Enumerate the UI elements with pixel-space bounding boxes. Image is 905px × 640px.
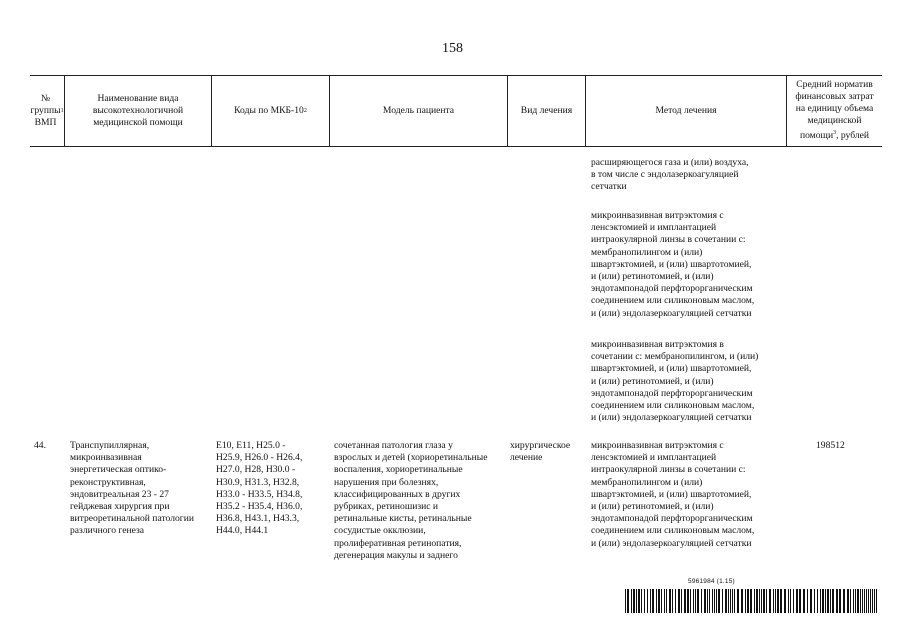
header-treatment-type: Вид лечения xyxy=(520,105,573,116)
header-treatment-method: Метод лечения xyxy=(655,105,717,116)
method-continuation-2: микроинвазивная витрэктомия с ленсэктомией и имплантацией интраокулярной линзы в сочетании с: мембранопилингом и (или) швартэктомией, и (или) швартотомией, и (или) ретинотомией, и (или) эндотампонадой перфторорганическим соединением или силиконовым маслом, и (или) эндолазеркоагуляцией сетчатки xyxy=(591,210,755,319)
barcode-id: 5961984 (1.15) xyxy=(688,578,735,585)
row-44-treatment-type: хирургическое лечение xyxy=(510,440,571,464)
row-44-cost: 198512 xyxy=(816,440,845,451)
method-continuation-3: микроинвазивная витрэктомия в сочетании с: мембранопилингом, и (или) швартэктомией, и (или) швартотомией, и (или) ретинотомией, и (или) эндотампонадой перфторорганическим соединением или силиконовым маслом, и (или) эндолазеркоагуляцией сетчатки xyxy=(591,339,759,424)
header-cost-norm: Средний норматив финансовых затрат на единицу объема медицинской помощи$^3$, рублей xyxy=(795,79,874,142)
barcode xyxy=(625,589,881,613)
header-group-number: № группы ВМП 1 xyxy=(30,93,64,128)
row-44-group-number: 44. xyxy=(34,440,46,451)
row-44-patient-model: сочетанная патология глаза у взрослых и детей (хориоретинальные воспаления, хориоретинальные нарушения при болезнях, классифицированных в других рубриках, ретиношизис и ретинальные кисты, ретинальные сосудистые окклюзии, пролиферативная ретинопатия, дегенерация макулы и заднего xyxy=(334,440,488,561)
row-44-treatment-method: микроинвазивная витрэктомия с ленсэктомией и имплантацией интраокулярной линзы в сочетании с: мембранопилингом и (или) швартэктомией, и (или) швартотомией, и (или) ретинотомией, и (или) эндотампонадой перфторорганическим соединением или силиконовым маслом, и (или) эндолазеркоагуляцией сетчатки xyxy=(591,440,755,549)
header-icd-codes: Коды по МКБ-10 2 xyxy=(234,105,307,116)
header-vmp-name: Наименование вида высокотехнологичной медицинской помощи xyxy=(92,93,184,128)
row-44-icd-codes: E10, E11, H25.0 - H25.9, H26.0 - H26.4, H27.0, H28, H30.0 - H30.9, H31.3, H32.8, H33.0 - H33.5, H34.8, H35.2 - H35.4, H36.0, H36.8, H43.1, H43.3, H44.0, H44.1 xyxy=(216,440,303,537)
page-number: 158 xyxy=(442,41,463,56)
row-44-vmp-name: Транспупиллярная, микроинвазивная энергетическая оптико- реконструктивная, эндовитреальная 23 - 27 гейджевая хирургия при витреоретинальной патологии различного генеза xyxy=(70,440,194,537)
method-continuation-1: расширяющегося газа и (или) воздуха, в том числе с эндолазеркоагуляцией сетчатки xyxy=(591,157,749,193)
header-patient-model: Модель пациента xyxy=(382,105,455,116)
